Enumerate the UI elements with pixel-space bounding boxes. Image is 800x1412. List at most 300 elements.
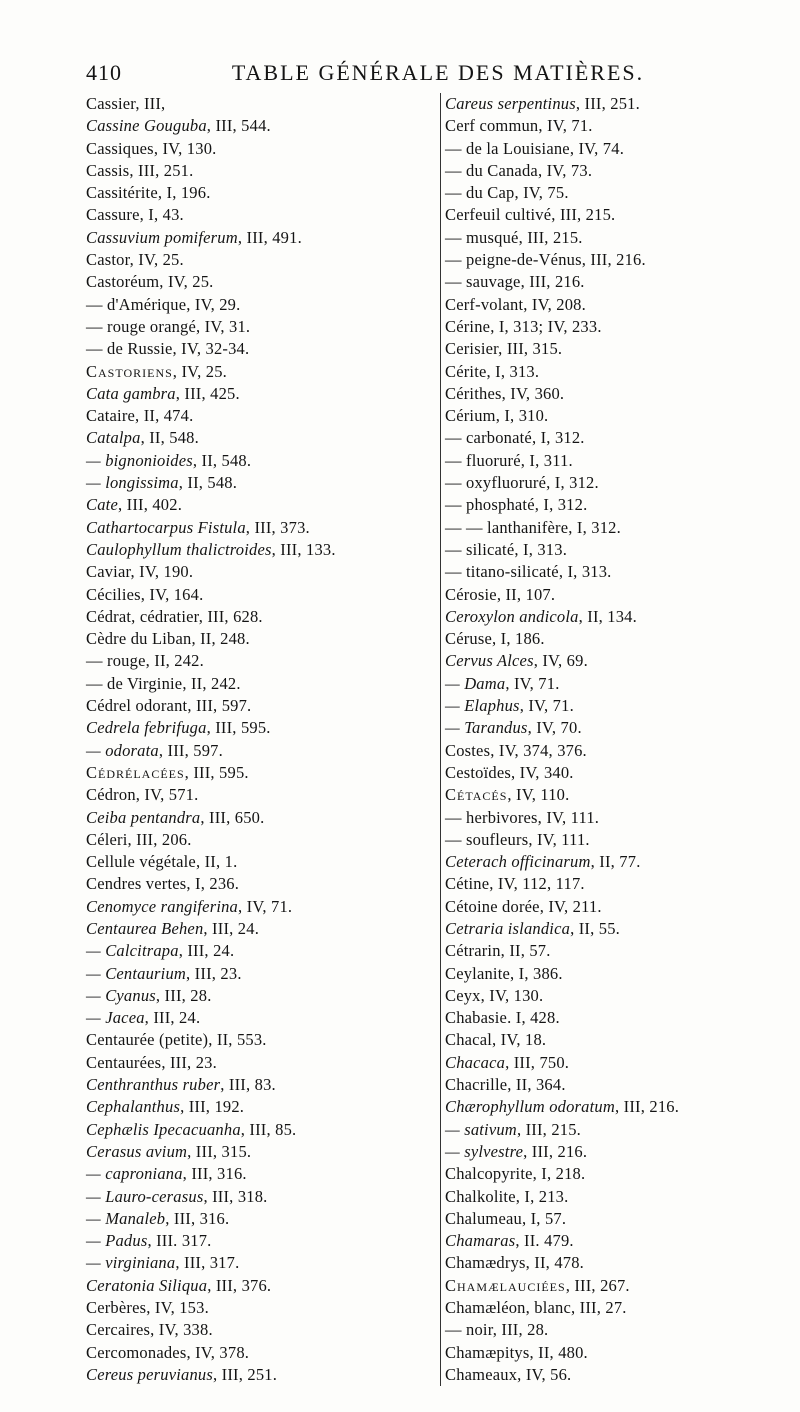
index-entry	[86, 896, 416, 918]
index-entry-term: — virginiana	[86, 1253, 176, 1273]
index-entry-reference: , IV, 29.	[186, 294, 241, 314]
index-entry	[441, 271, 771, 293]
running-title: TABLE GÉNÉRALE DES MATIÈRES.	[231, 60, 645, 85]
index-entry-reference: , III, 27.	[571, 1298, 627, 1318]
index-entry-reference: , III, 425.	[175, 383, 240, 403]
index-entry-term: — Elaphus	[445, 696, 520, 716]
index-entry	[441, 294, 771, 316]
index-entry-term: — peigne-de-Vénus	[445, 250, 582, 270]
index-entry	[86, 271, 416, 293]
index-entry-term: Cèdre du Liban	[86, 629, 192, 649]
index-entry	[86, 316, 416, 338]
index-entry-term: Ceratonia Siliqua	[86, 1275, 208, 1295]
index-entry	[441, 829, 771, 851]
index-entry-term: Cerisier	[445, 339, 499, 359]
index-entry-term: Cédrel odorant	[86, 696, 188, 716]
index-entry-term: Cate	[86, 495, 118, 515]
index-entry	[86, 405, 416, 427]
index-entry-reference: , IV, 18.	[492, 1030, 547, 1050]
index-entry	[86, 182, 416, 204]
index-entry-reference: , III, 595.	[206, 718, 271, 738]
page-header	[86, 60, 730, 90]
index-entry-reference: , IV, 190.	[130, 562, 194, 582]
index-entry-reference: , III, 316.	[182, 1164, 247, 1184]
index-entry-reference: , III. 317.	[147, 1231, 212, 1251]
index-entry	[86, 1163, 416, 1185]
index-entry	[86, 160, 416, 182]
index-entry-reference: , IV, 111.	[537, 807, 600, 827]
index-entry	[441, 985, 771, 1007]
index-entry-term: Cathartocarpus Fistula	[86, 517, 246, 537]
index-entry-term: — — lanthanifère	[445, 517, 569, 537]
index-entry-term: Cérite	[445, 361, 487, 381]
index-entry	[441, 1297, 771, 1319]
index-entry	[441, 494, 771, 516]
index-entry-reference: , I, 312.	[531, 428, 585, 448]
index-entry-term: Chalumeau	[445, 1208, 522, 1228]
index-entry	[86, 494, 416, 516]
index-entry-reference: , I, 312.	[534, 495, 588, 515]
index-entry-reference: , III, 216.	[523, 1141, 588, 1161]
index-entry-term: Cassuvium pomiferum	[86, 227, 238, 247]
index-entry	[441, 249, 771, 271]
index-entry-reference: , IV, 338.	[150, 1320, 213, 1340]
index-entry	[86, 829, 416, 851]
index-entry-reference: , I, 236.	[186, 874, 240, 894]
index-entry	[441, 472, 771, 494]
index-entry-reference: , I, 310.	[495, 406, 549, 426]
index-entry-reference: , IV, 25.	[159, 272, 214, 292]
index-entry	[441, 673, 771, 695]
index-entry-term: Cereus peruvianus	[86, 1364, 213, 1384]
index-entry-term: Chamaras	[445, 1231, 516, 1251]
index-entry	[86, 1275, 416, 1297]
index-entry	[86, 204, 416, 226]
index-entry	[441, 584, 771, 606]
index-entry	[441, 383, 771, 405]
index-entry-term: — sativum	[445, 1119, 517, 1139]
index-entry-reference: , IV, 56.	[517, 1364, 572, 1384]
index-entry-reference: , II, 242.	[182, 673, 241, 693]
index-entry	[86, 427, 416, 449]
index-entry	[441, 695, 771, 717]
index-entry-term: Cétacés	[445, 785, 508, 805]
index-entry	[86, 695, 416, 717]
index-entry-term: — de Russie	[86, 339, 173, 359]
index-entry-term: — silicaté	[445, 539, 515, 559]
index-entry-term: Cassine Gouguba	[86, 116, 207, 136]
index-entry-reference: , II, 548.	[192, 450, 252, 470]
index-entry-reference: , I, 313.	[558, 562, 612, 582]
index-entry-reference: , II, 242.	[145, 651, 204, 671]
index-entry-reference: , IV, 211.	[539, 896, 602, 916]
index-entry	[86, 338, 416, 360]
index-entry-term: — fluoruré	[445, 450, 521, 470]
index-entry	[441, 1208, 771, 1230]
index-entry-term: Cassure	[86, 205, 140, 225]
index-entry	[441, 1319, 771, 1341]
index-entry-term: — bignonioides	[86, 450, 193, 470]
index-entry-reference: , II, 248.	[191, 629, 250, 649]
index-entry-term: Cerasus avium	[86, 1141, 188, 1161]
index-entry-term: Cédron	[86, 785, 136, 805]
index-entry-reference: , IV, 571.	[135, 785, 199, 805]
index-entry-reference: , III, 192.	[180, 1097, 245, 1117]
index-entry-term: Chacal	[445, 1030, 493, 1050]
index-entry-reference: , III, 23.	[186, 963, 242, 983]
index-entry-term: — noir	[445, 1320, 493, 1340]
index-entry	[441, 539, 771, 561]
index-entry-term: — soufleurs	[445, 829, 529, 849]
index-entry-term: Centhranthus ruber	[86, 1075, 221, 1095]
index-entry-term: — Lauro-cerasus	[86, 1186, 204, 1206]
index-entry	[441, 204, 771, 226]
index-entry-term: Chamæléon, blanc	[445, 1298, 572, 1318]
index-entry-reference: , IV, 25.	[129, 250, 184, 270]
index-entry-term: Chamædrys	[445, 1253, 526, 1273]
index-entry-term: Costes	[445, 740, 491, 760]
index-entry-reference: , IV, 71.	[505, 673, 560, 693]
index-entry	[441, 851, 771, 873]
index-entry	[86, 1342, 416, 1364]
index-entry-term: Cephælis Ipecacuanha	[86, 1119, 241, 1139]
index-entry-reference: , IV, 164.	[140, 584, 204, 604]
index-entry-reference: , III, 28.	[155, 985, 212, 1005]
index-entry-reference: , III, 215.	[518, 227, 583, 247]
index-entry	[441, 606, 771, 628]
index-entry	[441, 762, 771, 784]
index-entry	[86, 762, 416, 784]
index-entry	[86, 1029, 416, 1051]
index-entry-reference: , III,	[135, 94, 166, 113]
index-entry-term: Cérine	[445, 316, 491, 336]
index-entry-reference: , III, 206.	[127, 829, 192, 849]
page-number: 410	[86, 60, 122, 85]
index-entry-term: Cervus Alces	[445, 651, 534, 671]
index-entry	[441, 1230, 771, 1252]
index-entry	[86, 294, 416, 316]
index-entry-term: Cassier	[86, 94, 136, 113]
index-entry-term: — sylvestre	[445, 1141, 524, 1161]
index-entry-reference: , II. 479.	[515, 1231, 574, 1251]
index-entry	[86, 93, 416, 115]
index-entry	[86, 873, 416, 895]
index-entry	[86, 784, 416, 806]
index-entry-reference: , IV, 208.	[523, 294, 586, 314]
index-entry-term: Cata gambra	[86, 383, 176, 403]
index-entry-reference: , III, 373.	[245, 517, 310, 537]
index-entry-reference: , IV, 75.	[514, 183, 569, 203]
index-entry-term: Centaurée (petite)	[86, 1030, 209, 1050]
index-entry-reference: , III, 215.	[551, 205, 616, 225]
index-entry	[441, 561, 771, 583]
index-entry-reference: , IV, 31.	[196, 316, 251, 336]
index-entry-reference: , III, 650.	[200, 807, 265, 827]
index-entry-term: Castoriens	[86, 361, 173, 381]
index-entry-reference: , II, 474.	[135, 406, 194, 426]
index-entry-reference: , IV, 110.	[507, 785, 570, 805]
index-entry-term: — titano-silicaté	[445, 562, 559, 582]
index-entry-reference: , I, 186.	[492, 629, 545, 649]
index-entry	[441, 807, 771, 829]
index-entry	[86, 1074, 416, 1096]
index-entry-term: Céleri	[86, 829, 128, 849]
index-entry-reference: , II, 134.	[578, 606, 637, 626]
index-entry	[86, 673, 416, 695]
index-entry-reference: , III, 376.	[207, 1275, 272, 1295]
index-entry-reference: , III, 318.	[203, 1186, 268, 1206]
index-entry-reference: , III, 216.	[581, 250, 646, 270]
index-entry-term: — phosphaté	[445, 495, 535, 515]
index-entry-reference: , III, 628.	[198, 606, 263, 626]
index-entry-term: Cerf-volant	[445, 294, 524, 314]
index-entry-reference: , III, 216.	[520, 272, 585, 292]
index-entry-term: Chamæpitys	[445, 1342, 530, 1362]
index-entry-term: Cérosie	[445, 584, 497, 604]
index-entry	[86, 1364, 416, 1386]
index-entry-term: Cérithes	[445, 383, 502, 403]
index-entry-reference: , III, 83.	[220, 1075, 276, 1095]
index-entry	[86, 1319, 416, 1341]
index-entry	[86, 740, 416, 762]
index-entry-term: Cécilies	[86, 584, 141, 604]
index-entry-reference: , III, 23.	[161, 1052, 217, 1072]
index-entry-term: Cercaires	[86, 1320, 151, 1340]
index-entry-term: Chacaca	[445, 1052, 506, 1072]
index-entry	[86, 1297, 416, 1319]
index-entry-reference: , II, 1.	[195, 852, 238, 872]
index-entry-reference: , IV, 69.	[533, 651, 588, 671]
index-entry	[86, 851, 416, 873]
index-entry-term: Cerbères	[86, 1298, 147, 1318]
index-entry-reference: , IV, 73.	[537, 160, 593, 180]
index-entry	[441, 316, 771, 338]
index-entry-reference: , II, 57.	[500, 941, 551, 961]
index-entry-reference: , IV, 25.	[172, 361, 228, 381]
index-entry-term: Cassiques	[86, 138, 154, 158]
index-entry-reference: , IV, 130.	[153, 138, 217, 158]
index-entry-reference: , I, 312.	[546, 473, 599, 493]
index-entry-reference: , II, 77.	[590, 852, 641, 872]
index-entry-reference: , II, 478.	[525, 1253, 585, 1273]
index-entry-reference: , III, 402.	[117, 495, 183, 515]
index-entry-reference: , I, 311.	[520, 450, 573, 470]
index-entry	[86, 940, 416, 962]
index-entry-reference: , I, 313.	[514, 539, 568, 559]
index-entry-reference: , III, 315.	[187, 1141, 252, 1161]
index-entry-reference: , III, 750.	[505, 1052, 570, 1072]
index-entry-reference: , III, 251.	[575, 94, 640, 113]
index-entry	[86, 918, 416, 940]
index-entry-term: Caviar	[86, 562, 131, 582]
index-entry-reference: , III, 85.	[240, 1119, 297, 1139]
index-entry-term: — carbonaté	[445, 428, 532, 448]
index-entry-reference: , I, 218.	[532, 1164, 586, 1184]
index-entry-term: Cédrélacées	[86, 762, 185, 782]
index-entry-reference: , II, 548.	[178, 473, 238, 493]
index-entry-term: Caulophyllum thalictroides	[86, 539, 272, 559]
index-entry-term: — Cyanus	[86, 985, 156, 1005]
index-entry-reference: , III, 316.	[165, 1208, 230, 1228]
index-entry-term: — de la Louisiane	[445, 138, 570, 158]
index-entry-term: — rouge	[86, 651, 146, 671]
index-entry-reference: , IV, 374, 376.	[490, 740, 587, 760]
index-entry-term: Cetraria islandica	[445, 918, 571, 938]
index-entry-reference: , III, 24.	[178, 941, 235, 961]
index-entry-term: Cenomyce rangiferina	[86, 896, 239, 916]
index-entry-reference: , IV, 112, 117.	[489, 874, 585, 894]
index-entry-term: Centaurées	[86, 1052, 162, 1072]
index-entry	[441, 1119, 771, 1141]
index-entry-term: Cétoine dorée	[445, 896, 540, 916]
index-entry	[441, 628, 771, 650]
index-entry-term: Cataire	[86, 406, 136, 426]
index-entry	[441, 873, 771, 895]
index-entry-term: Chameaux	[445, 1364, 518, 1384]
index-entry	[441, 1275, 771, 1297]
index-entry	[86, 717, 416, 739]
index-entry-term: — du Canada	[445, 160, 538, 180]
index-entry-term: Cerf commun	[445, 116, 539, 136]
index-entry	[86, 606, 416, 628]
index-entry	[86, 1052, 416, 1074]
index-entry-term: — Centaurium	[86, 963, 187, 983]
index-entry	[441, 1096, 771, 1118]
index-entry-term: — oxyfluoruré	[445, 473, 547, 493]
index-entry-term: Ceyx	[445, 985, 481, 1005]
index-entry	[441, 963, 771, 985]
index-entry-term: — Calcitrapa	[86, 941, 179, 961]
index-entry-term: Chamælauciées	[445, 1275, 566, 1295]
index-entry	[441, 361, 771, 383]
index-entry-reference: , II, 364.	[507, 1075, 566, 1095]
index-entry-term: Chalcopyrite	[445, 1164, 533, 1184]
index-entry	[441, 784, 771, 806]
index-entry-reference: , I, 312.	[568, 517, 621, 537]
index-entry-reference: , III, 544.	[206, 116, 271, 136]
index-entry-term: — Dama	[445, 673, 506, 693]
index-entry	[86, 227, 416, 249]
index-entry-term: Castor	[86, 250, 130, 270]
index-entry-reference: , II, 480.	[529, 1342, 588, 1362]
index-entry	[441, 1141, 771, 1163]
index-entry-reference: , III, 267.	[565, 1275, 630, 1295]
index-entry	[86, 1186, 416, 1208]
index-entry	[86, 1208, 416, 1230]
index-entry-term: Castoréum	[86, 272, 160, 292]
index-entry-reference: , IV, 71.	[538, 116, 593, 136]
index-entry	[441, 517, 771, 539]
index-entry-reference: , III, 24.	[144, 1008, 201, 1028]
index-entry-term: Careus serpentinus	[445, 94, 576, 113]
index-entry-reference: , I, 386.	[510, 963, 563, 983]
index-entry-term: — Padus	[86, 1231, 148, 1251]
index-entry	[441, 1029, 771, 1051]
index-entry-reference: , I, 43.	[139, 205, 184, 225]
index-entry-term: — Tarandus	[445, 718, 528, 738]
index-entry-reference: , III, 317.	[175, 1253, 240, 1273]
index-entry-term: Cedrela febrifuga	[86, 718, 207, 738]
index-entry	[441, 650, 771, 672]
index-entry-term: Céruse	[445, 629, 493, 649]
index-entry	[441, 1342, 771, 1364]
index-entry	[86, 361, 416, 383]
index-entry-reference: , II, 107.	[496, 584, 556, 604]
index-entry-term: Cétine	[445, 874, 490, 894]
index-entry	[441, 160, 771, 182]
index-entry	[86, 1141, 416, 1163]
index-entry	[441, 1052, 771, 1074]
index-entry	[441, 1163, 771, 1185]
index-entry-reference: , III, 215.	[516, 1119, 581, 1139]
index-entry	[441, 940, 771, 962]
index-entry-reference: , III, 595.	[184, 762, 249, 782]
index-entry-term: Cellule végétale	[86, 852, 196, 872]
index-entry-term: — caproniana	[86, 1164, 183, 1184]
index-entry-term: Chalkolite	[445, 1186, 516, 1206]
index-entry-reference: , I, 313.	[486, 361, 540, 381]
index-entry	[441, 1364, 771, 1386]
index-entry-term: — du Cap	[445, 183, 515, 203]
index-entry-term: Cercomonades	[86, 1342, 187, 1362]
index-entry	[86, 561, 416, 583]
index-entry-term: Cassitérite	[86, 183, 158, 203]
index-entry	[441, 115, 771, 137]
index-entry	[441, 1252, 771, 1274]
index-entry	[86, 1230, 416, 1252]
index-entry	[86, 1096, 416, 1118]
index-entry-reference: , III, 491.	[237, 227, 302, 247]
index-entry-reference: , II, 553.	[208, 1030, 267, 1050]
index-entry	[86, 584, 416, 606]
index-entry-reference: , IV, 74.	[569, 138, 625, 158]
index-entry	[441, 405, 771, 427]
index-entry-term: — odorata	[86, 740, 159, 760]
index-entry	[86, 249, 416, 271]
index-entry-term: Cephalanthus	[86, 1097, 181, 1117]
index-entry-reference: , IV, 340.	[510, 762, 574, 782]
index-entry-reference: , I, 313; IV, 233.	[490, 316, 602, 336]
index-entry-reference: , IV, 130.	[480, 985, 544, 1005]
index-entry	[441, 450, 771, 472]
index-entry	[441, 338, 771, 360]
index-entry-term: — Manaleb	[86, 1208, 166, 1228]
index-entry-reference: , III, 251.	[129, 160, 194, 180]
index-entry-reference: , II, 55.	[570, 918, 620, 938]
index-entry	[441, 93, 771, 115]
index-entry-reference: , IV, 70.	[527, 718, 582, 738]
index-entry-reference: , IV, 111.	[528, 829, 590, 849]
index-entry-term: — musqué	[445, 227, 519, 247]
index-entry-reference: , III, 597.	[158, 740, 223, 760]
index-entry	[86, 807, 416, 829]
index-entry	[441, 1186, 771, 1208]
index-entry	[86, 1252, 416, 1274]
index-entry	[86, 115, 416, 137]
index-entry	[441, 227, 771, 249]
index-entry-term: Centaurea Behen	[86, 918, 204, 938]
index-entry-reference: . I, 428.	[507, 1008, 560, 1028]
index-entry-term: Catalpa	[86, 428, 141, 448]
index-entry-term: Cétrarin	[445, 941, 501, 961]
index-entry-reference: , II, 548.	[140, 428, 199, 448]
index-entry-term: Cédrat, cédratier	[86, 606, 199, 626]
index-entry	[441, 896, 771, 918]
index-entry	[86, 539, 416, 561]
index-entry-reference: , IV, 360.	[501, 383, 565, 403]
index-entry-term: Chabasie	[445, 1008, 508, 1028]
index-entry	[86, 963, 416, 985]
